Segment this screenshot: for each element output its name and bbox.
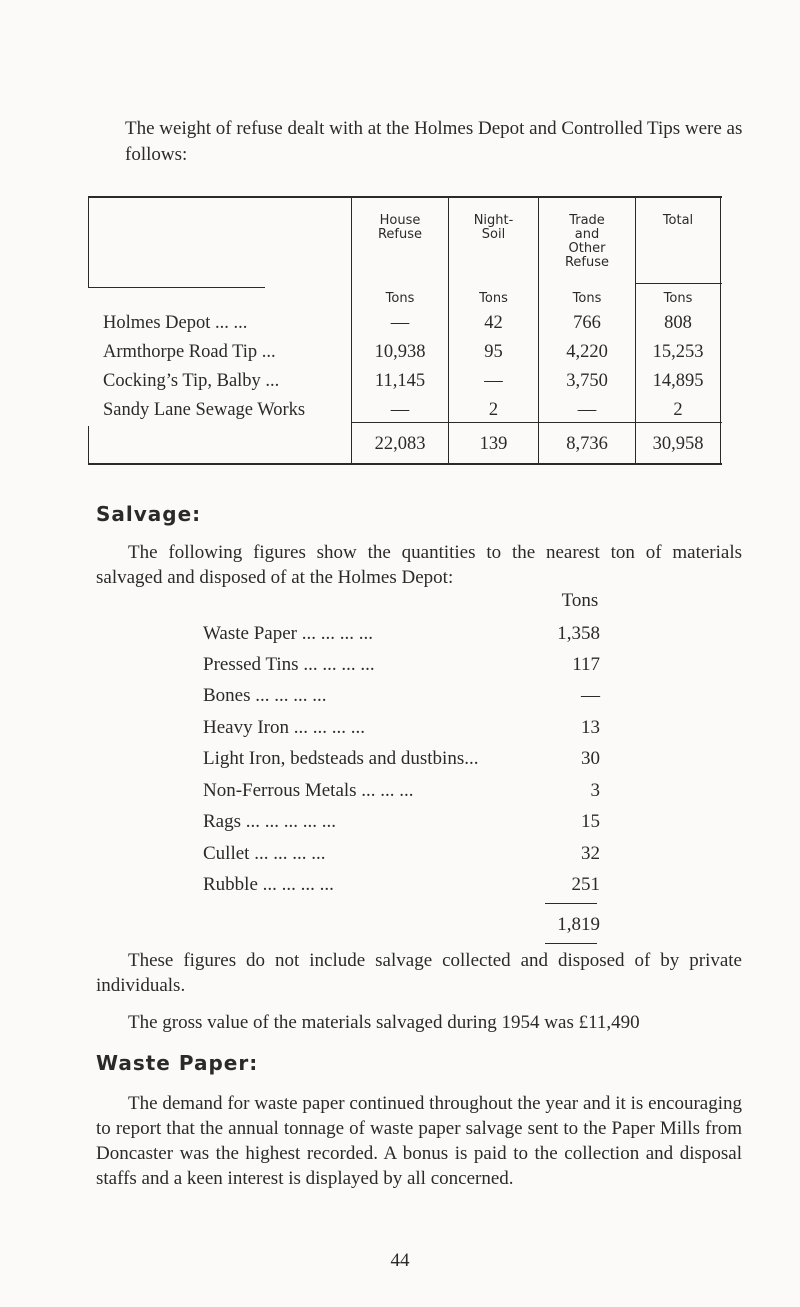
table-cell: 42: [484, 313, 503, 333]
table-cell: —: [390, 313, 410, 333]
table-right-edge: [720, 198, 721, 464]
row-label-armthorpe: Armthorpe Road Tip ...: [103, 342, 276, 362]
total-trade-refuse: 8,736: [566, 434, 608, 454]
total-grand: 30,958: [652, 434, 704, 454]
table-cell: —: [390, 400, 410, 420]
unit-night-soil: Tons: [479, 291, 508, 306]
salvage-item-value: 1,358: [557, 623, 600, 644]
header-house-refuse: House Refuse: [377, 213, 423, 242]
table-cell: 808: [664, 313, 692, 333]
table-header-rule-left: [88, 287, 265, 288]
salvage-item-value: 251: [571, 874, 600, 895]
table-cell: 11,145: [374, 371, 426, 391]
salvage-item-label: Waste Paper ... ... ... ...: [203, 623, 373, 644]
salvage-item-label: Rags ... ... ... ... ...: [203, 811, 336, 832]
salvage-item-value: 3: [590, 780, 600, 801]
table-cell: —: [484, 371, 503, 391]
salvage-item-value: 30: [581, 748, 600, 769]
table-cell: —: [577, 400, 597, 420]
intro-paragraph: The weight of refuse dealt with at the Holmes Depot and Controlled Tips were as follows:: [125, 118, 743, 165]
salvage-item-value: —: [581, 685, 600, 706]
salvage-item-label: Rubble ... ... ... ...: [203, 874, 334, 895]
salvage-item-label: Cullet ... ... ... ...: [203, 843, 326, 864]
salvage-item-label: Bones ... ... ... ...: [203, 685, 327, 706]
salvage-heading: Salvage:: [96, 502, 202, 526]
table-top-rule: [88, 196, 722, 198]
table-cell: 3,750: [566, 371, 608, 391]
unit-total: Tons: [663, 291, 693, 306]
refuse-table: [88, 196, 722, 464]
unit-trade: Tons: [572, 291, 602, 306]
table-cell: 10,938: [374, 342, 426, 362]
table-cell: 4,220: [566, 342, 608, 362]
salvage-note-paragraph: These figures do not include salvage collected and disposed of by private individuals.: [96, 950, 742, 996]
table-cell: 2: [488, 400, 499, 420]
table-header-rule-right: [636, 283, 722, 284]
table-total-rule: [352, 422, 722, 423]
salvage-sum-rule: [545, 903, 597, 904]
table-cell: 95: [484, 342, 503, 362]
total-night-soil: 139: [479, 434, 508, 454]
salvage-item-label: Pressed Tins ... ... ... ...: [203, 654, 375, 675]
row-label-holmes-depot: Holmes Depot ... ...: [103, 313, 248, 333]
row-label-cockings-tip: Cocking’s Tip, Balby ...: [103, 371, 280, 391]
header-trade-refuse: Trade and Other Refuse: [564, 213, 610, 270]
table-left-edge-lower: [88, 426, 89, 464]
salvage-total: 1,819: [557, 914, 600, 935]
waste-paper-paragraph: The demand for waste paper continued throughout the year and it is encouraging to report that the annual tonnage of waste paper salvage sent to the Paper Mills from Doncaster was the highest recorded. A bonus is paid to the collection and disposal staffs and a keen interest is displayed by all concerned.: [96, 1093, 742, 1189]
total-house-refuse: 22,083: [374, 434, 426, 454]
table-left-edge: [88, 198, 89, 288]
salvage-item-label: Light Iron, bedsteads and dustbins...: [203, 748, 479, 769]
table-cell: 2: [673, 400, 683, 420]
gross-value-paragraph: The gross value of the materials salvaged during 1954 was £11,490: [128, 1012, 640, 1033]
salvage-item-label: Heavy Iron ... ... ... ...: [203, 717, 365, 738]
waste-paper-heading: Waste Paper:: [96, 1051, 259, 1075]
salvage-item-label: Non-Ferrous Metals ... ... ...: [203, 780, 414, 801]
salvage-intro-paragraph: The following figures show the quantities to the nearest ton of materials salvaged and disposed of at the Holmes Depot:: [96, 542, 742, 588]
table-cell: 14,895: [652, 371, 704, 391]
page-number: 44: [390, 1250, 410, 1271]
salvage-item-value: 117: [572, 654, 600, 675]
salvage-item-value: 15: [581, 811, 600, 832]
table-cell: 766: [573, 313, 601, 333]
salvage-total-rule: [545, 943, 597, 944]
unit-house: Tons: [385, 291, 415, 306]
header-night-soil: Night- Soil: [473, 213, 514, 242]
header-total: Total: [662, 213, 694, 228]
salvage-unit-header: Tons: [561, 590, 599, 611]
salvage-item-value: 32: [581, 843, 600, 864]
row-label-sandy-lane: Sandy Lane Sewage Works: [103, 400, 306, 420]
salvage-item-value: 13: [581, 717, 600, 738]
table-cell: 15,253: [652, 342, 704, 362]
table-bottom-rule: [88, 463, 722, 465]
